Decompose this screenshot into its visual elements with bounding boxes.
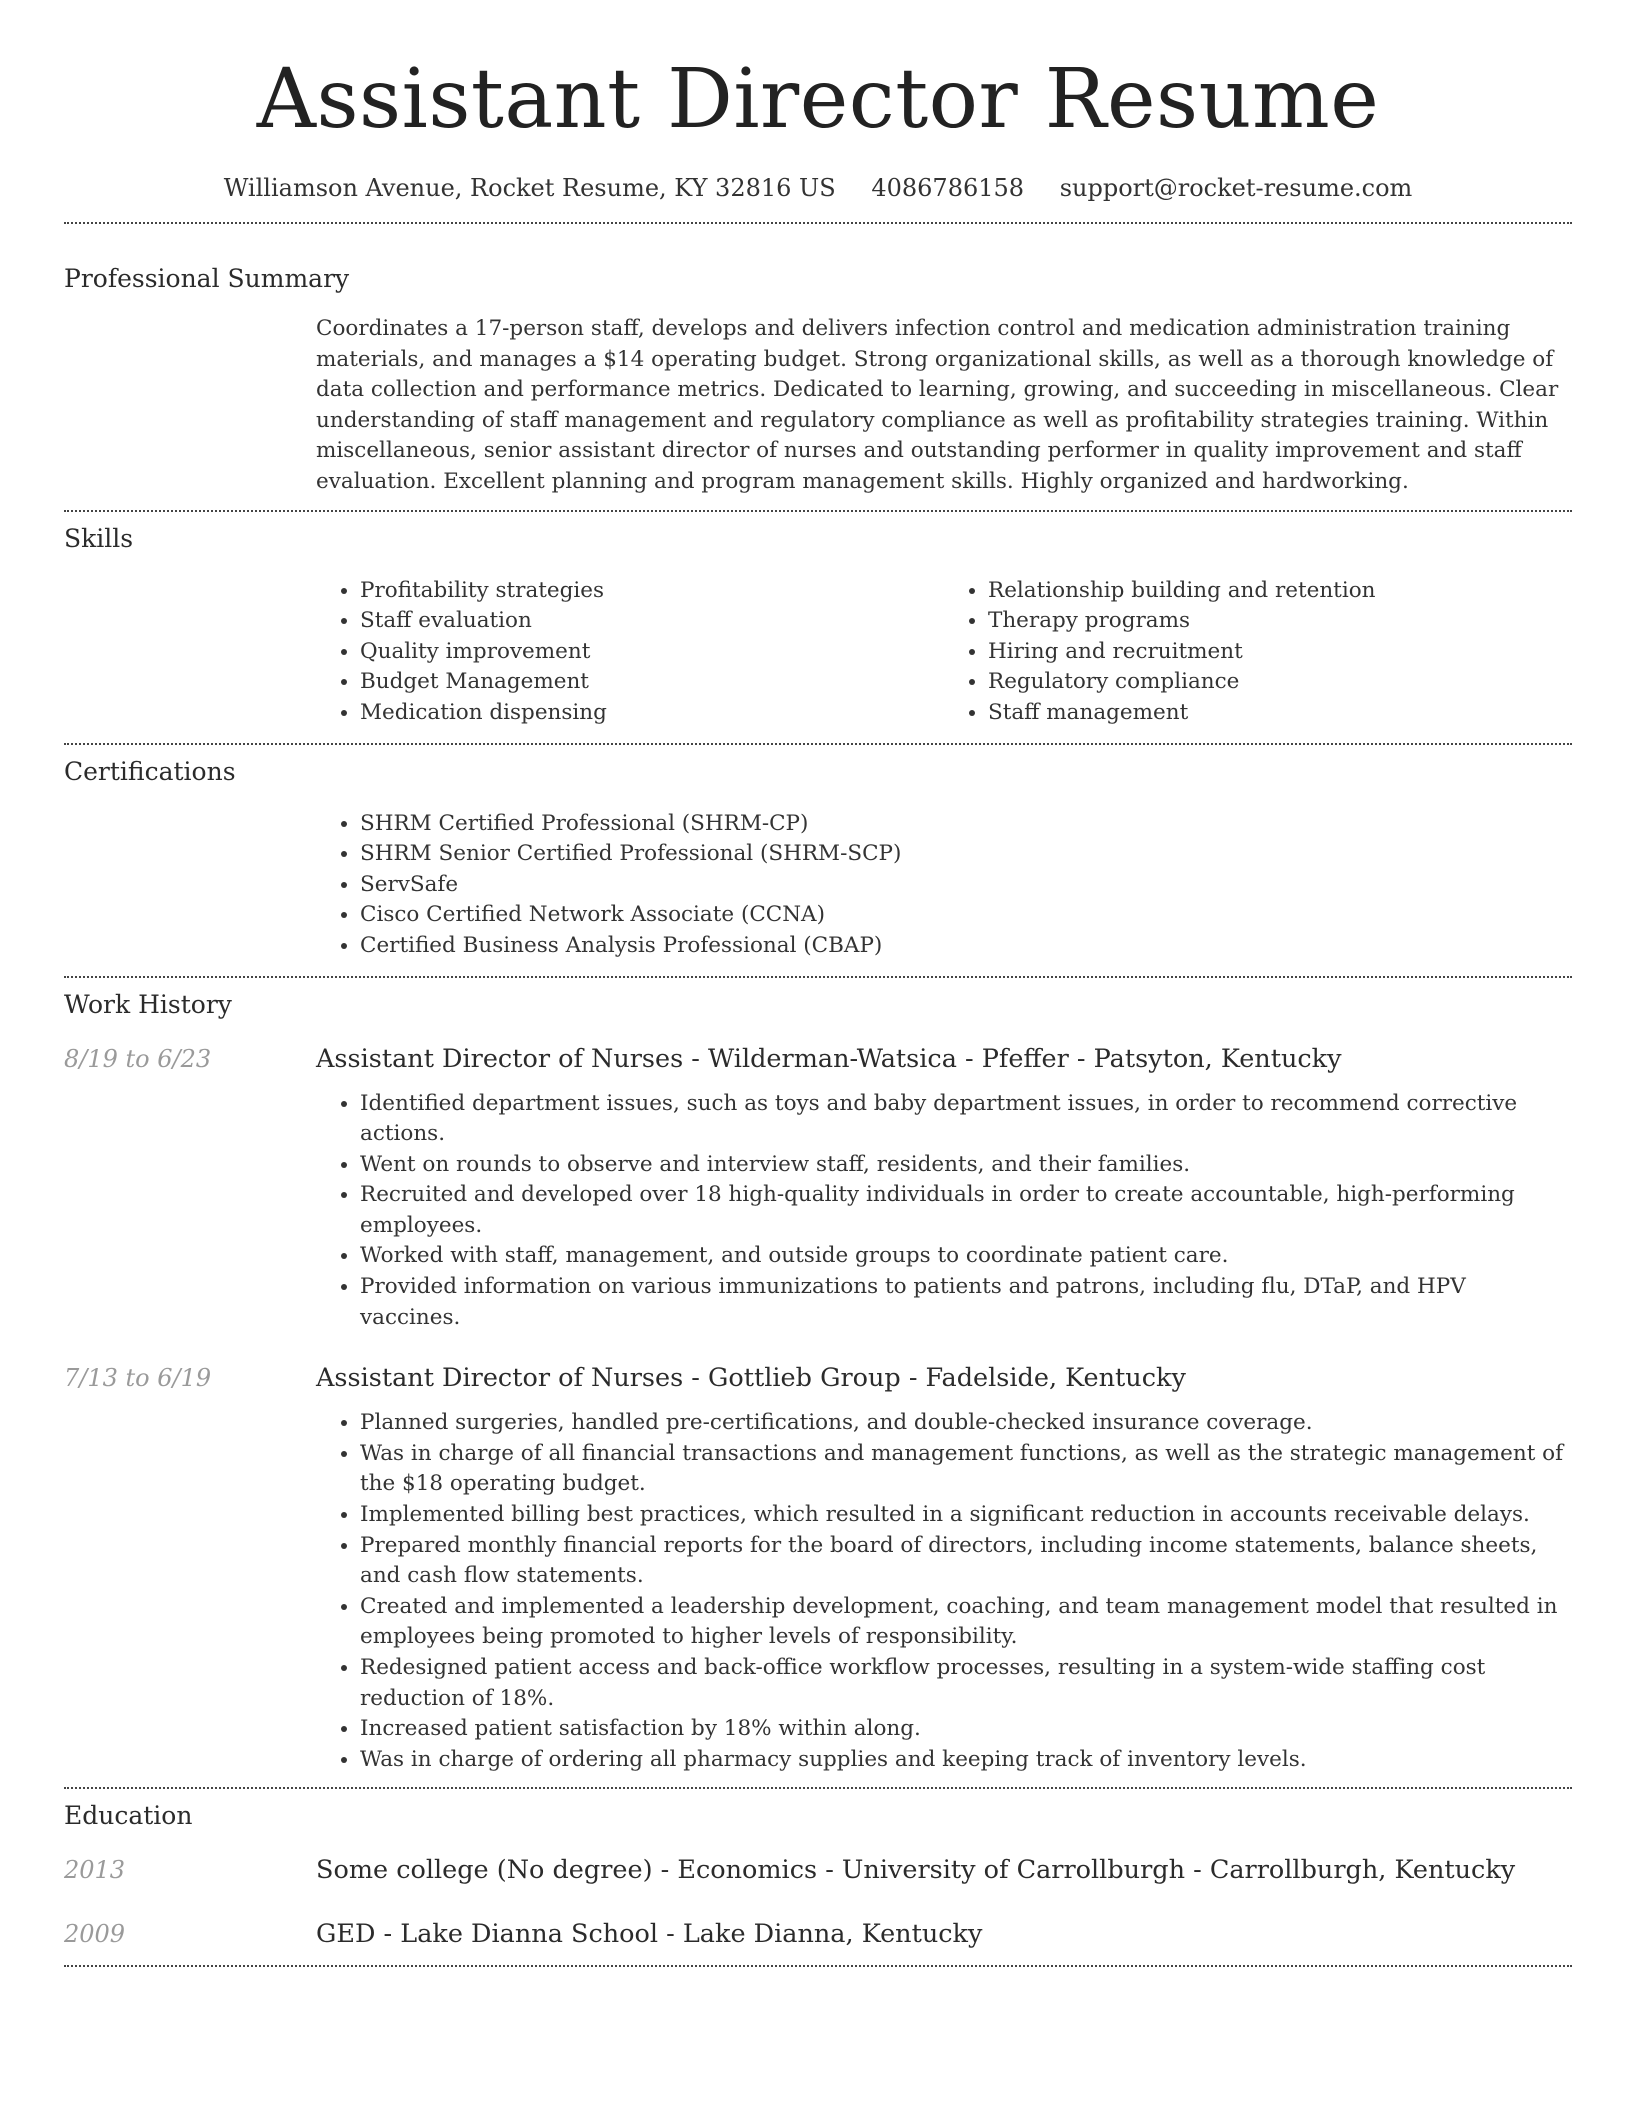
summary-body [316,314,1572,498]
education-details: GED - Lake Dianna School - Lake Dianna, Kentucky [316,1919,983,1950]
certifications-list [316,809,1572,962]
contact-line [64,170,1572,206]
education-entries [64,1853,1572,1951]
skill-item: • Budget Management [360,667,944,698]
skill-item: • Therapy programs [988,606,1572,637]
summary-text: Coordinates a 17-person staff, develops and delivers infection control and medication administration training materials, and manages a $14 operating budget. Strong organizational skills, as well as a thorough knowledge of data collection and performance metrics. Dedicated to learning, growing, and succeeding in miscellaneous. Clear understanding of staff management and regulatory compliance as well as profitability strategies training. Within miscellaneous, senior assistant director of nurses and outstanding performer in quality improvement and staff evaluation. Excellent planning and program management skills. Highly organized and hardworking. [316,316,1559,494]
education-year: 2009 [64,1920,126,1949]
skills-section [64,512,1572,729]
skill-item: • Regulatory compliance [988,667,1572,698]
certification-item: • SHRM Certified Professional (SHRM-CP) [360,809,1572,840]
work-section [64,978,1572,1776]
job-bullet: • Increased patient satisfaction by 18% within along. [360,1714,1572,1745]
certifications-section [64,745,1572,962]
job-bullet: • Identified department issues, such as toys and baby department issues, in order to recommend corrective actions. [360,1089,1572,1150]
job-dates: 7/13 to 6/19 [64,1364,212,1393]
job-bullet: • Planned surgeries, handled pre-certifications, and double-checked insurance coverage. [360,1408,1572,1439]
education-year: 2013 [64,1856,126,1885]
skill-item: • Profitability strategies [360,576,944,607]
skills-body [316,576,1572,729]
work-entries [64,1042,1572,1776]
work-heading: Work History [64,989,232,1019]
education-entry [64,1917,1572,1951]
job-bullet: • Created and implemented a leadership development, coaching, and team management model that resulted in employees being promoted to higher levels of responsibility. [360,1592,1572,1653]
certifications-heading: Certifications [64,756,236,786]
skills-heading: Skills [64,523,134,553]
education-entry [64,1853,1572,1887]
job-bullets [316,1408,1572,1775]
skill-item: • Staff management [988,698,1572,729]
resume-page [64,0,1572,1967]
education-details: Some college (No degree) - Economics - University of Carrollburgh - Carrollburgh, Kentucky [316,1855,1516,1886]
job-bullet: • Was in charge of ordering all pharmacy supplies and keeping track of inventory levels. [360,1745,1572,1776]
job-entry [64,1361,1572,1775]
certifications-body [316,809,1572,962]
certification-item: • Certified Business Analysis Professional (CBAP) [360,931,1572,962]
skill-item: • Medication dispensing [360,698,944,729]
divider [64,1965,1572,1967]
job-bullets [316,1089,1572,1334]
contact-address: Williamson Avenue, Rocket Resume, KY 32816 US [223,174,836,202]
job-bullet: • Went on rounds to observe and interview staff, residents, and their families. [360,1150,1572,1181]
education-section [64,1789,1572,1951]
certification-item: • ServSafe [360,870,1572,901]
resume-title: Assistant Director Resume [256,52,1380,147]
skills-list-left [316,576,944,729]
job-bullet: • Redesigned patient access and back-office workflow processes, resulting in a system-wide staffing cost reduction of 18%. [360,1653,1572,1714]
job-bullet: • Provided information on various immunizations to patients and patrons, including flu, DTaP, and HPV vaccines. [360,1272,1572,1333]
contact-phone: 4086786158 [871,174,1025,202]
job-entry [64,1042,1572,1334]
job-title: Assistant Director of Nurses - Gottlieb Group - Fadelside, Kentucky [316,1363,1186,1394]
job-bullet: • Was in charge of all financial transactions and management functions, as well as the strategic management of the $18 operating budget. [360,1439,1572,1500]
education-heading: Education [64,1801,193,1831]
summary-section [64,224,1572,498]
job-bullet: • Worked with staff, management, and outside groups to coordinate patient care. [360,1241,1572,1272]
skill-item: • Relationship building and retention [988,576,1572,607]
job-title: Assistant Director of Nurses - Wilderman-Watsica - Pfeffer - Patsyton, Kentucky [316,1043,1342,1074]
job-bullet: • Recruited and developed over 18 high-quality individuals in order to create accountable, high-performing employees. [360,1180,1572,1241]
job-dates: 8/19 to 6/23 [64,1044,212,1073]
certification-item: • SHRM Senior Certified Professional (SHRM-SCP) [360,839,1572,870]
summary-heading: Professional Summary [64,264,350,293]
skill-item: • Staff evaluation [360,606,944,637]
skills-list-right [944,576,1572,729]
contact-email: support@rocket-resume.com [1059,174,1413,202]
job-bullet: • Prepared monthly financial reports for the board of directors, including income statements, balance sheets, and cash flow statements. [360,1531,1572,1592]
skill-item: • Quality improvement [360,637,944,668]
certification-item: • Cisco Certified Network Associate (CCNA) [360,900,1572,931]
skill-item: • Hiring and recruitment [988,637,1572,668]
job-bullet: • Implemented billing best practices, which resulted in a significant reduction in accounts receivable delays. [360,1500,1572,1531]
